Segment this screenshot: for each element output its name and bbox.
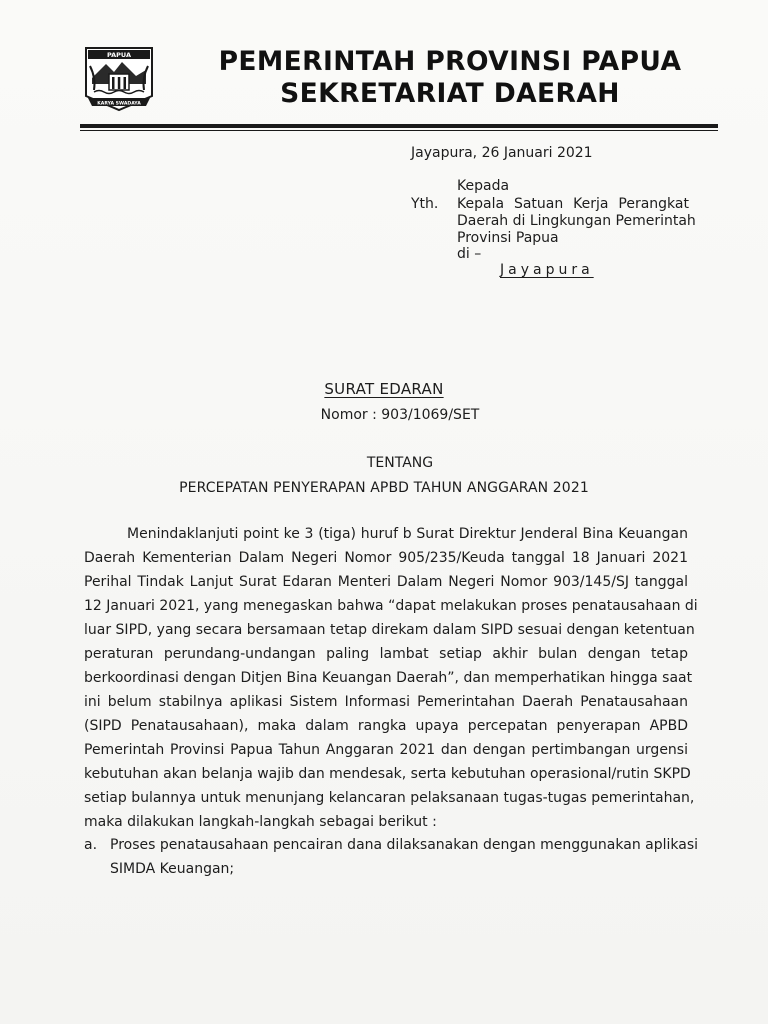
kepada-label: Kepada (457, 178, 510, 194)
org-division-line: SEKRETARIAT DAERAH (280, 78, 620, 109)
document-type: SURAT EDARAN (324, 380, 444, 398)
letter-date: Jayapura, 26 Januari 2021 (411, 145, 593, 161)
header-rule-thin (80, 130, 718, 131)
body-line: 12 Januari 2021, yang menegaskan bahwa “dapat melakukan proses penatausahaan di (84, 598, 698, 614)
logo-top-text: PAPUA (106, 51, 132, 60)
list-item-line: SIMDA Keuangan; (110, 861, 235, 877)
list-item-line: Proses penatausahaan pencairan dana dilaksanakan dengan menggunakan aplikasi (110, 837, 699, 853)
yth-label: Yth. (411, 196, 439, 212)
recipient-line: Kepala Satuan Kerja Perangkat (457, 196, 689, 212)
body-line: Daerah Kementerian Dalam Negeri Nomor 905/235/Keuda tanggal 18 Januari 2021 (84, 550, 688, 566)
body-line: peraturan perundang-undangan paling lambat setiap akhir bulan dengan tetap (84, 646, 688, 662)
body-line: berkoordinasi dengan Ditjen Bina Keuangan Daerah”, dan memperhatikan hingga saat (84, 670, 693, 686)
organization-header (190, 46, 710, 110)
body-line: luar SIPD, yang secara bersamaan tetap direkam dalam SIPD sesuai dengan ketentuan (84, 622, 695, 638)
body-line: ini belum stabilnya aplikasi Sistem Informasi Pemerintahan Daerah Penatausahaan (84, 694, 688, 710)
body-line: (SIPD Penatausahaan), maka dalam rangka upaya percepatan penyerapan APBD (84, 718, 688, 734)
document-number: Nomor : 903/1069/SET (320, 407, 480, 423)
org-name-line: PEMERINTAH PROVINSI PAPUA (218, 46, 682, 77)
recipient-line: Provinsi Papua (457, 230, 559, 246)
recipient-line: Daerah di Lingkungan Pemerintah (457, 213, 696, 229)
body-line: setiap bulannya untuk menunjang kelancaran pelaksanaan tugas-tugas pemerintahan, (84, 790, 695, 806)
papua-province-emblem-icon (82, 44, 156, 114)
recipient-line: di – (457, 246, 482, 262)
body-line: Perihal Tindak Lanjut Surat Edaran Menteri Dalam Negeri Nomor 903/145/SJ tanggal (84, 574, 688, 590)
body-line: Menindaklanjuti point ke 3 (tiga) huruf b Surat Direktur Jenderal Bina Keuangan (127, 526, 688, 542)
list-marker: a. (84, 837, 98, 853)
header-rule-thick (80, 124, 718, 128)
body-line: Pemerintah Provinsi Papua Tahun Anggaran 2021 dan dengan pertimbangan urgensi (84, 742, 688, 758)
document-subject: PERCEPATAN PENYERAPAN APBD TAHUN ANGGARAN 2021 (179, 480, 589, 496)
about-label: TENTANG (366, 455, 434, 471)
body-line: kebutuhan akan belanja wajib dan mendesak, serta kebutuhan operasional/rutin SKPD (84, 766, 691, 782)
recipient-city: Jayapura (500, 262, 594, 278)
body-line: maka dilakukan langkah-langkah sebagai berikut : (84, 814, 437, 830)
logo-bottom-text: KARYA SWADAYA (97, 101, 141, 107)
